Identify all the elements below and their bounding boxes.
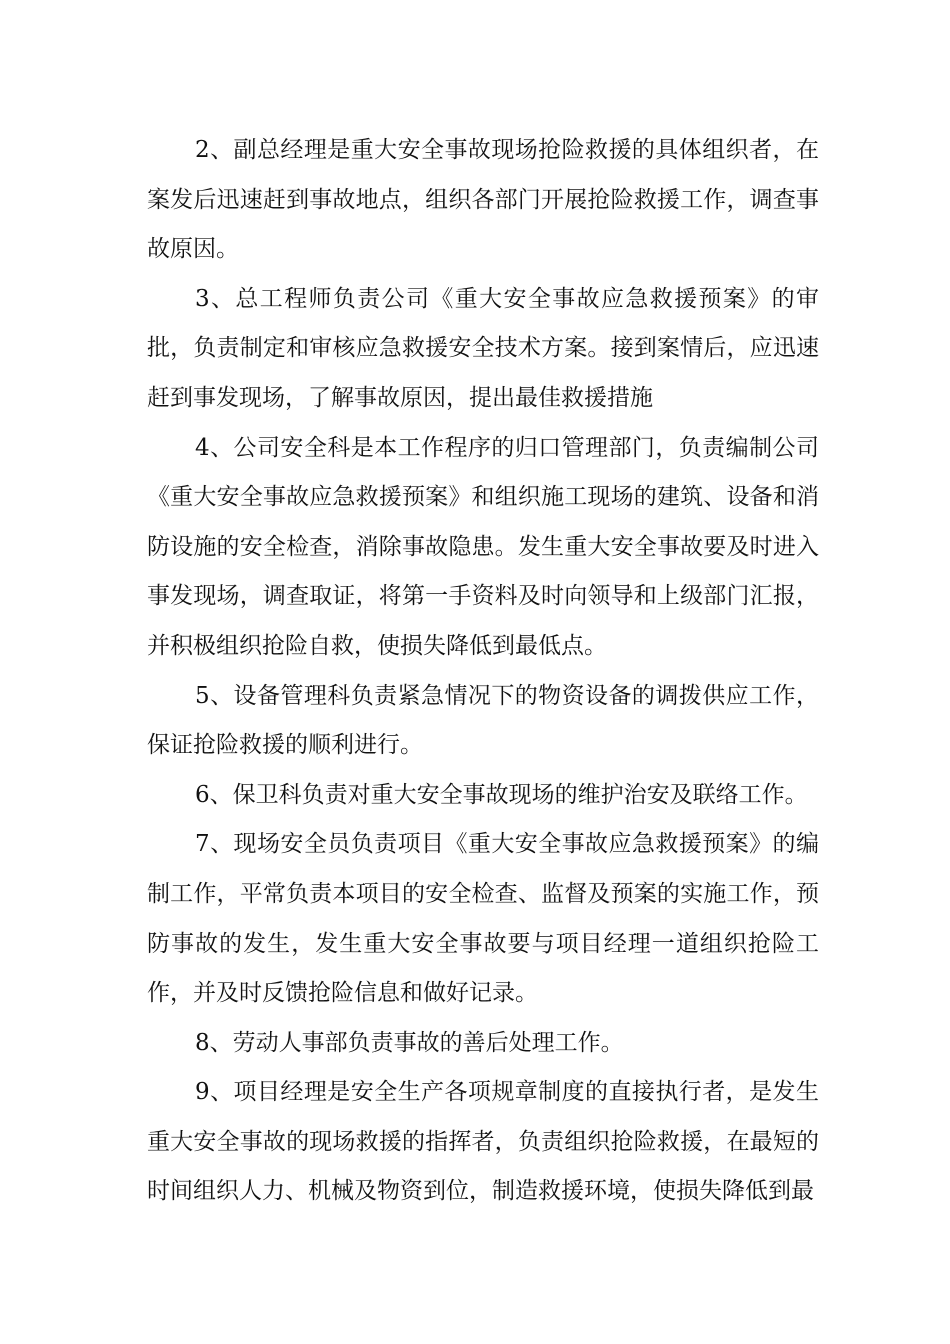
paragraph-security-department: 6、保卫科负责对重大安全事故现场的维护治安及联络工作。: [195, 781, 808, 808]
document-body: [147, 126, 819, 1217]
paragraph-safety-department: 4、公司安全科是本工作程序的归口管理部门，负责编制公司《重大安全事故应急救援预案》和组织施工现场的建筑、设备和消防设施的安全检查，消除事故隐患。发生重大安全事故要及时进入事发现场，调查取证，将第一手资料及时向领导和上级部门汇报，并积极组织抢险自救，使损失降低到最低点。: [147, 434, 819, 659]
paragraph-equipment-management: 5、设备管理科负责紧急情况下的物资设备的调拨供应工作，保证抢险救援的顺利进行。: [147, 682, 819, 759]
paragraph-deputy-general-manager: 2、副总经理是重大安全事故现场抢险救援的具体组织者，在案发后迅速赶到事故地点，组织各部门开展抢险救援工作，调查事故原因。: [147, 137, 819, 263]
paragraph-labor-personnel: 8、劳动人事部负责事故的善后处理工作。: [195, 1029, 624, 1056]
paragraph-chief-engineer: 3、总工程师负责公司《重大安全事故应急救援预案》的审批，负责制定和审核应急救援安全技术方案。接到案情后，应迅速赶到事发现场，了解事故原因，提出最佳救援措施: [147, 285, 819, 411]
paragraph-project-manager: 9、项目经理是安全生产各项规章制度的直接执行者，是发生重大安全事故的现场救援的指挥者，负责组织抢险救援，在最短的时间组织人力、机械及物资到位，制造救援环境，使损失降低到最: [147, 1079, 819, 1205]
paragraph-site-safety-officer: 7、现场安全员负责项目《重大安全事故应急救援预案》的编制工作，平常负责本项目的安全检查、监督及预案的实施工作，预防事故的发生，发生重大安全事故要与项目经理一道组织抢险工作，并及时反馈抢险信息和做好记录。: [147, 831, 819, 1007]
